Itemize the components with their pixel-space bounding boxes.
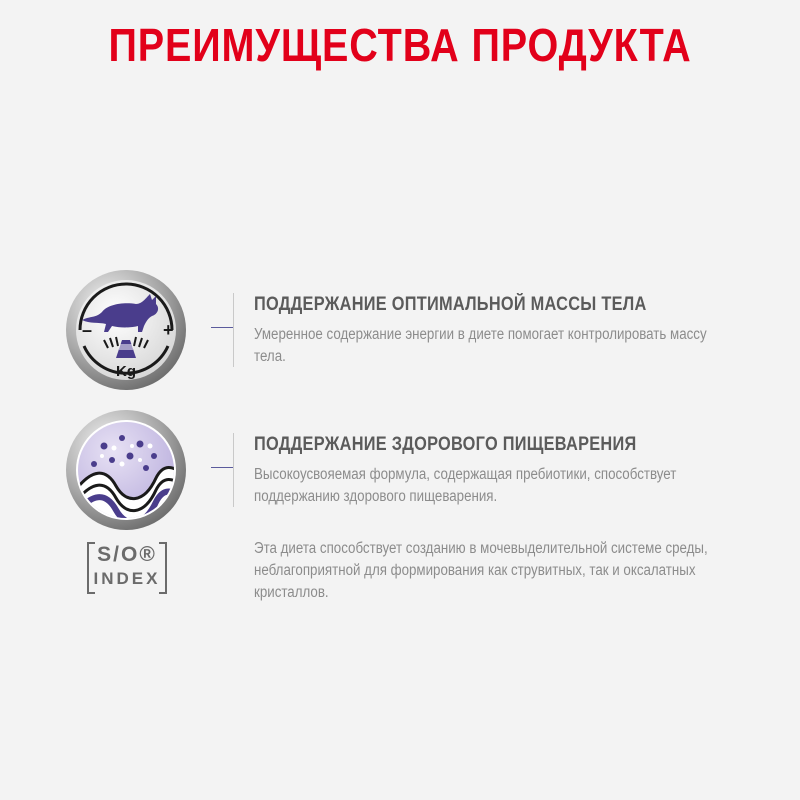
divider-bar [233,433,234,507]
benefit-so-index [254,538,754,604]
minus-sign: – [82,320,93,340]
benefit-weight [254,294,754,368]
weight-scale-cat-icon [64,268,188,392]
connector-line [211,467,233,468]
plus-sign: + [163,320,174,340]
benefit-digestion [254,434,754,508]
page-title: ПРЕИМУЩЕСТВА ПРОДУКТА [108,19,692,71]
benefit-heading: ПОДДЕРЖАНИЕ ЗДОРОВОГО ПИЩЕВАРЕНИЯ [254,434,637,455]
so-index-line2: INDEX [93,569,161,588]
benefit-text: Высокоусвояемая формула, содержащая пребиотики, способствует поддержанию здорового пищеварения. [254,466,677,505]
kg-label: Kg [116,363,136,380]
benefit-heading: ПОДДЕРЖАНИЕ ОПТИМАЛЬНОЙ МАССЫ ТЕЛА [254,294,647,315]
so-index-icon [87,542,167,594]
benefit-text: Эта диета способствует созданию в мочевыделительной системе среды, неблагоприятной для формирования как струвитных, так и оксалатных кристаллов. [254,540,708,601]
so-index-line1: S/O® [97,543,157,566]
digestion-icon [64,408,188,532]
connector-line [211,327,233,328]
divider-bar [233,293,234,367]
benefit-text: Умеренное содержание энергии в диете помогает контролировать массу тела. [254,326,707,365]
